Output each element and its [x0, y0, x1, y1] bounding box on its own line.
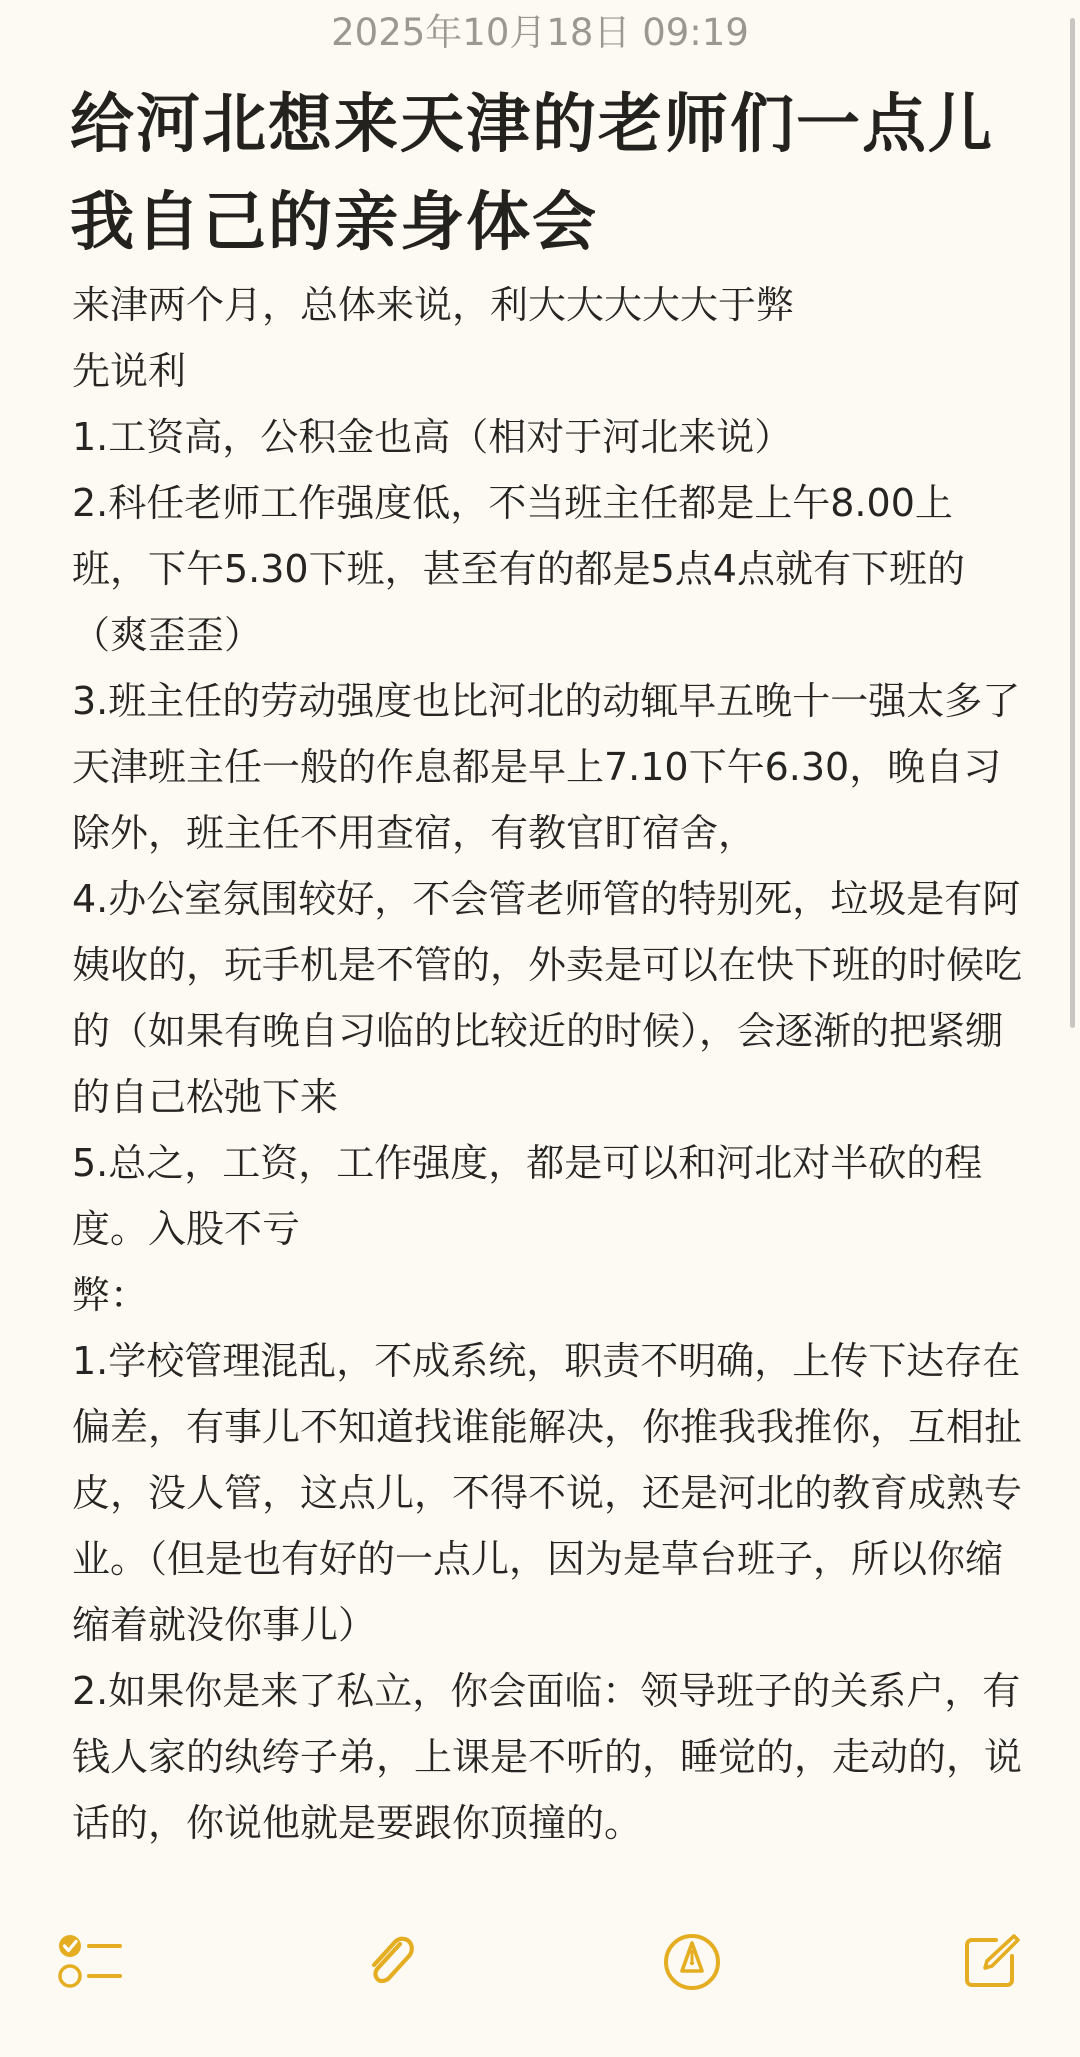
vertical-scrollbar[interactable]	[1070, 18, 1075, 1028]
note-paragraph: 3.班主任的劳动强度也比河北的动辄早五晚十一强太多了 天津班主任一般的作息都是早上7.10下午6.30，晚自习除外，班主任不用查宿，有教官盯宿舍，	[72, 679, 1021, 855]
note-paragraph: 弊：	[72, 1273, 149, 1317]
note-paragraph: 1.工资高，公积金也高（相对于河北来说）	[72, 415, 793, 459]
markup-button[interactable]	[650, 1920, 734, 2004]
note-paragraph: 先说利	[72, 349, 187, 393]
timestamp: 2025年10月18日 09:19	[331, 11, 749, 54]
attachment-button[interactable]	[348, 1920, 432, 2004]
note-paragraph: 1.学校管理混乱，不成系统，职责不明确，上传下达存在偏差，有事儿不知道找谁能解决，你推我我推你，互相扯皮，没人管，这点儿，不得不说，还是河北的教育成熟专业。（但是也有好的一点儿，因为是草台班子，所以你缩缩着就没你事儿）	[72, 1339, 1023, 1647]
compose-icon	[956, 1928, 1024, 1996]
note-paragraph: 2.科任老师工作强度低，不当班主任都是上午8.00上班，下午5.30下班，甚至有的都是5点4点就有下班的（爽歪歪）	[72, 481, 965, 657]
markup-pen-icon	[658, 1928, 726, 1996]
note-title[interactable]: 给河北想来天津的老师们一点儿我自己的亲身体会	[70, 88, 994, 260]
note-paragraph: 4.办公室氛围较好，不会管老师管的特别死，垃圾是有阿姨收的，玩手机是不管的，外卖是可以在快下班的时候吃的（如果有晚自习临的比较近的时候），会逐渐的把紧绷的自己松弛下来	[72, 877, 1023, 1119]
compose-button[interactable]	[948, 1920, 1032, 2004]
note-paragraph: 来津两个月，总体来说，利大大大大大于弊	[72, 283, 795, 327]
checklist-icon	[56, 1928, 124, 1996]
note-body[interactable]	[72, 272, 1022, 1856]
note-paragraph: 2.如果你是来了私立，你会面临：领导班子的关系户，有钱人家的纨绔子弟，上课是不听的，睡觉的，走动的，说话的，你说他就是要跟你顶撞的。	[72, 1669, 1023, 1845]
attachment-icon	[356, 1928, 424, 1996]
note-paragraph: 5.总之，工资，工作强度，都是可以和河北对半砍的程度。入股不亏	[72, 1141, 983, 1251]
checklist-button[interactable]	[48, 1920, 132, 2004]
bottom-toolbar	[0, 1920, 1080, 2020]
